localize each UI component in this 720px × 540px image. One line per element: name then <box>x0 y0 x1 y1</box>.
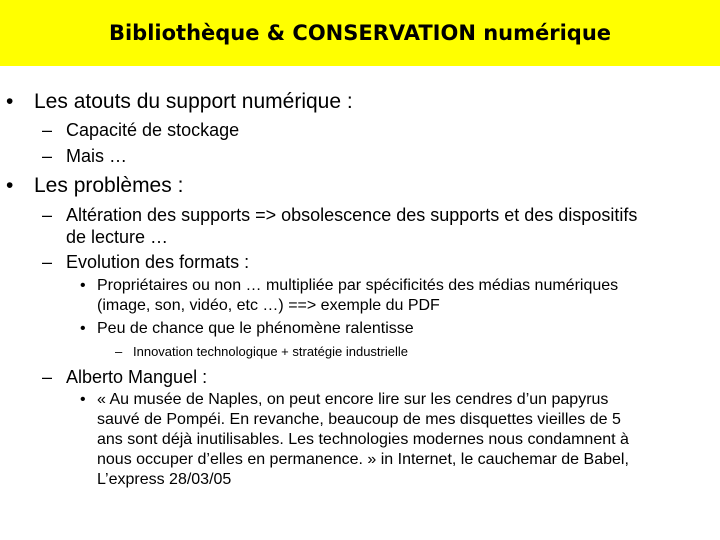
dash-marker: – <box>42 120 53 140</box>
dash-marker: – <box>42 252 53 272</box>
dash-marker: – <box>42 367 53 387</box>
quote-text: ans sont déjà inutilisables. Les technologies modernes nous condamnent à <box>97 431 629 448</box>
bullet-marker: • <box>80 320 86 337</box>
dash-marker: – <box>42 205 53 225</box>
subbullet-text: Alberto Manguel : <box>66 367 208 387</box>
subbullet-text-line1: Altération des supports => obsolescence des supports et des dispositifs <box>66 205 638 225</box>
quote-text: « Au musée de Naples, on peut encore lire sur les cendres d’un papyrus <box>97 391 609 408</box>
slide-title: Bibliothèque & CONSERVATION numérique <box>108 21 612 45</box>
subsubbullet-text: Peu de chance que le phénomène ralentisse <box>97 320 414 337</box>
bullet-marker: • <box>80 277 86 294</box>
subbullet-text: Evolution des formats : <box>66 252 250 272</box>
title-band <box>0 0 720 66</box>
subbullet-text-line2: de lecture … <box>66 227 169 247</box>
quote-text: nous occuper d’elles en permanence. » in Internet, le cauchemar de Babel, <box>97 451 629 468</box>
subsubbullet-text-line1: Propriétaires ou non … multipliée par spécificités des médias numériques <box>97 277 619 294</box>
subbullet-text: Mais … <box>66 146 128 166</box>
level4-text: Innovation technologique + stratégie industrielle <box>133 344 408 359</box>
bullet-marker: • <box>6 174 14 197</box>
bullet-marker: • <box>6 90 14 113</box>
subbullet-text: Capacité de stockage <box>66 120 240 140</box>
subsubbullet-text-line2: (image, son, vidéo, etc …) ==> exemple du PDF <box>97 297 440 314</box>
quote-text: sauvé de Pompéi. En revanche, beaucoup de mes disquettes vieilles de 5 <box>97 411 621 428</box>
bullet-text: Les problèmes : <box>34 174 184 197</box>
dash-marker: – <box>42 146 53 166</box>
dash-marker: – <box>115 344 123 359</box>
quote-text: L’express 28/03/05 <box>97 471 232 488</box>
bullet-marker: • <box>80 391 86 408</box>
bullet-text: Les atouts du support numérique : <box>34 90 353 113</box>
